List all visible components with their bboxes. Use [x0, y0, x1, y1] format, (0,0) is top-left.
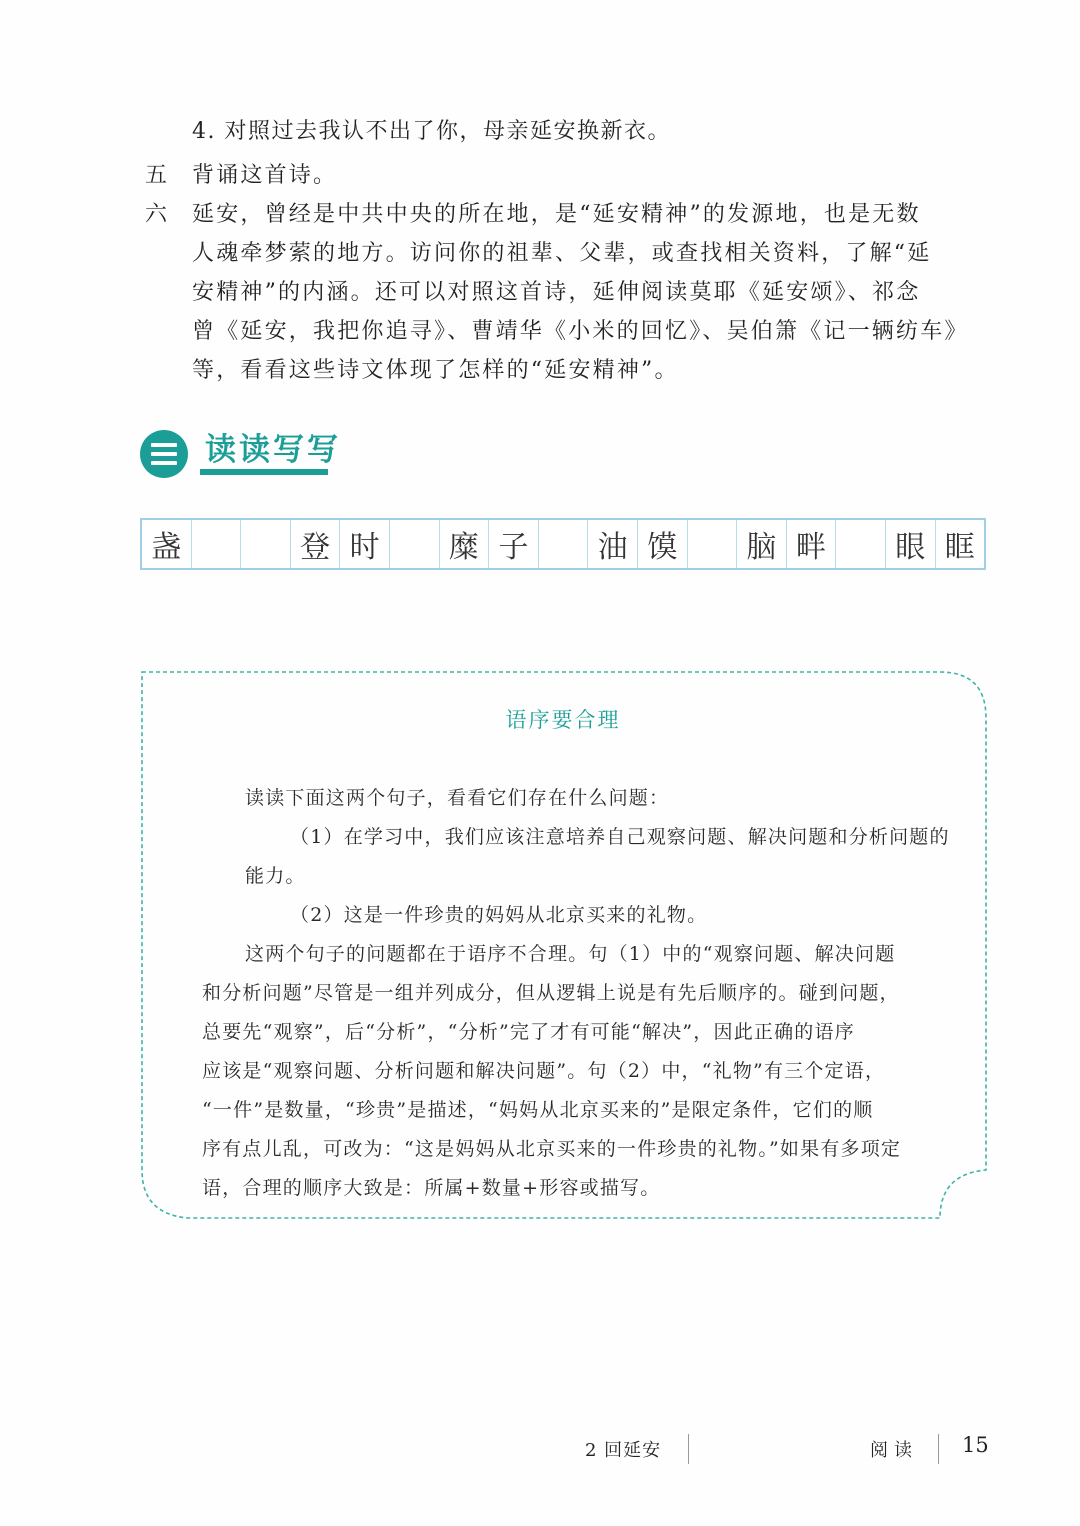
tip-box-line: 总要先“观察”，后“分析”，“分析”完了才有可能“解决”，因此正确的语序: [202, 1021, 855, 1043]
tip-box-line: 应该是“观察问题、分析问题和解决问题”。句（2）中，“礼物”有三个定语，: [202, 1060, 886, 1082]
grid-cell: 眼: [886, 520, 936, 568]
tip-box-line: “一件”是数量，“珍贵”是描述，“妈妈从北京买来的”是限定条件，它们的顺: [202, 1099, 874, 1121]
tip-box-line: 读读下面这两个句子，看看它们存在什么问题：: [245, 787, 670, 809]
footer-section-name: 阅读: [870, 1440, 918, 1461]
section-title: 读读写写: [205, 432, 341, 468]
grid-cell: 时: [340, 520, 390, 568]
grid-cell: 登: [291, 520, 341, 568]
exercise-item-4: 4. 对照过去我认不出了你，母亲延安换新衣。: [192, 119, 671, 144]
tip-box-line: （1）在学习中，我们应该注意培养自己观察问题、解决问题和分析问题的: [290, 826, 950, 848]
grid-cell: 盏: [142, 520, 192, 568]
grid-cell: 脑: [737, 520, 787, 568]
exercise-6-line: 等，看看这些诗文体现了怎样的“延安精神”。: [192, 358, 679, 383]
grid-cell: 糜: [440, 520, 490, 568]
exercise-number-6: 六: [145, 202, 168, 227]
exercise-6-line: 曾《延安，我把你追寻》、曹靖华《小米的回忆》、吴伯箫《记一辆纺车》: [192, 319, 969, 344]
grid-cell: 畔: [787, 520, 837, 568]
exercise-6-line: 安精神”的内涵。还可以对照这首诗，延伸阅读莫耶《延安颂》、祁念: [192, 280, 921, 305]
tip-box-line: 和分析问题”尽管是一组并列成分，但从逻辑上说是有先后顺序的。碰到问题，: [202, 982, 900, 1004]
tip-box-line: 这两个句子的问题都在于语序不合理。句（1）中的“观察问题、解决问题: [245, 943, 896, 965]
exercise-text-5: 背诵这首诗。: [192, 163, 338, 188]
footer-divider: [688, 1434, 689, 1464]
grid-cell: 馍: [638, 520, 688, 568]
tip-box-line: 序有点儿乱，可改为：“这是妈妈从北京买来的一件珍贵的礼物。”如果有多项定: [202, 1138, 902, 1160]
exercise-number-5: 五: [145, 163, 168, 188]
tip-box-title: 语序要合理: [505, 708, 621, 732]
footer-lesson-title: 2 回延安: [585, 1440, 662, 1461]
grid-cell: 眶: [944, 530, 975, 565]
grid-cell: 子: [489, 520, 539, 568]
grid-cell: 油: [588, 520, 638, 568]
exercise-6-line: 人魂牵梦萦的地方。访问你的祖辈、父辈，或查找相关资料，了解“延: [192, 241, 932, 266]
exercise-6-line: 延安，曾经是中共中央的所在地，是“延安精神”的发源地，也是无数: [192, 202, 921, 227]
footer-divider: [938, 1434, 939, 1464]
tip-box-line: 能力。: [245, 865, 306, 887]
tip-box-line: 语，合理的顺序大致是：所属+数量+形容或描写。: [202, 1177, 661, 1199]
tip-box-line: （2）这是一件珍贵的妈妈从北京买来的礼物。: [290, 904, 708, 926]
page-number: 15: [962, 1433, 989, 1457]
